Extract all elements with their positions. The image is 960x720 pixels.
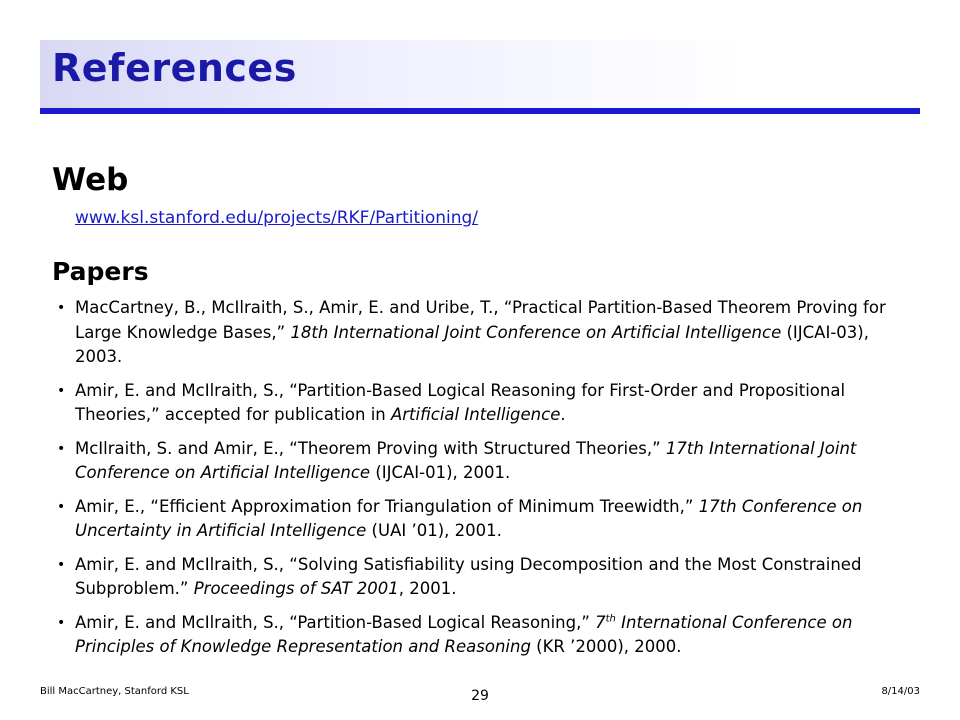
- reference-authors: Amir, E. and McIlraith, S.,: [75, 554, 290, 574]
- reference-tail: .: [560, 405, 566, 424]
- title-rule: [40, 108, 920, 114]
- reference-authors: Amir, E.,: [75, 496, 151, 516]
- reference-venue: 17th Conference on Uncertainty in Artificial Intelligence: [75, 496, 863, 540]
- web-heading: Web: [52, 162, 129, 198]
- bullet-icon: •: [57, 300, 66, 316]
- reference-tail: (IJCAI-01), 2001.: [370, 463, 511, 482]
- reference-title: “Practical Partition-Based Theorem Proving for Large Knowledge Bases,”: [75, 298, 886, 342]
- bullet-icon: •: [57, 440, 66, 457]
- reference-authors: Amir, E. and McIlraith, S.,: [75, 612, 290, 632]
- reference-item: [55, 379, 915, 428]
- reference-venue: Proceedings of SAT 2001: [193, 579, 399, 598]
- reference-item: [55, 611, 915, 660]
- reference-title: “Partition-Based Logical Reasoning for First-Order and Propositional Theories,” accepted for publication in: [75, 380, 846, 424]
- reference-venue: 18th International Joint Conference on Artificial Intelligence: [290, 322, 782, 342]
- reference-tail: , 2001.: [398, 579, 457, 598]
- reference-authors: McIlraith, S. and Amir, E.,: [75, 438, 290, 458]
- reference-venue: International Conference on Principles of Knowledge Representation and Reasoning: [75, 612, 853, 656]
- reference-authors: MacCartney, B., McIlraith, S., Amir, E. and Uribe, T.,: [75, 298, 504, 317]
- reference-title: “Theorem Proving with Structured Theories,”: [289, 438, 666, 458]
- page-number: 29: [471, 688, 489, 704]
- reference-title: “Efficient Approximation for Triangulation of Minimum Treewidth,”: [150, 496, 699, 516]
- reference-venue-number: 7: [595, 612, 606, 632]
- web-link[interactable]: www.ksl.stanford.edu/projects/RKF/Partitioning/: [75, 208, 479, 228]
- reference-tail: (UAI ’01), 2001.: [366, 521, 502, 540]
- footer-author: Bill MacCartney, Stanford KSL: [40, 686, 189, 697]
- reference-venue: 17th International Joint Conference on Artificial Intelligence: [75, 438, 857, 482]
- reference-item: [55, 296, 915, 370]
- reference-list: [55, 296, 915, 669]
- reference-title: “Solving Satisfiability using Decomposition and the Most Constrained Subproblem.”: [75, 554, 862, 598]
- reference-tail: (KR ’2000), 2000.: [530, 637, 682, 656]
- footer-date: 8/14/03: [881, 686, 920, 697]
- reference-item: [55, 553, 915, 602]
- reference-venue-ordinal: th: [605, 613, 616, 624]
- bullet-icon: •: [57, 498, 66, 515]
- reference-item: [55, 495, 915, 544]
- bullet-icon: •: [57, 382, 66, 399]
- slide-title: References: [52, 46, 297, 90]
- papers-heading: Papers: [52, 257, 149, 286]
- reference-title: “Partition-Based Logical Reasoning,”: [289, 612, 596, 632]
- bullet-icon: •: [57, 614, 66, 631]
- bullet-icon: •: [57, 556, 66, 573]
- reference-authors: Amir, E. and McIlraith, S.,: [75, 380, 290, 400]
- reference-venue: Artificial Intelligence: [390, 405, 561, 424]
- reference-tail: (IJCAI-03), 2003.: [75, 322, 869, 366]
- reference-item: [55, 437, 915, 486]
